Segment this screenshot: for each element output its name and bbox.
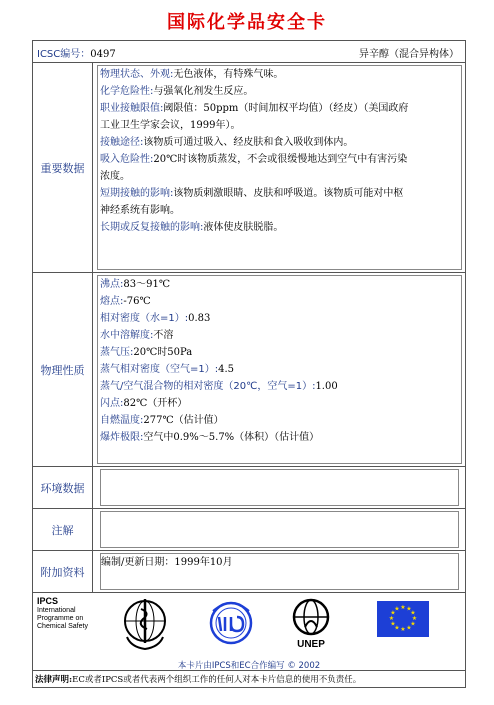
physical-item — [100, 412, 459, 429]
update-date: 编制/更新日期：1999年10月 — [101, 557, 233, 568]
physical-list — [97, 275, 462, 464]
important-label: 重要数据 — [33, 63, 93, 272]
svg-text:★: ★ — [390, 620, 396, 628]
legal-row — [33, 671, 465, 687]
physical-item — [100, 361, 459, 378]
svg-text:★: ★ — [400, 604, 406, 611]
notes-label: 注解 — [33, 509, 93, 550]
physical-value: 4.5 — [218, 364, 235, 375]
physical-key: 闪点: — [100, 398, 124, 409]
physical-item — [100, 395, 459, 412]
physical-item — [100, 344, 459, 361]
physical-key: 水中溶解度: — [100, 330, 154, 341]
notes-box — [100, 511, 459, 548]
eu-flag-icon — [377, 601, 429, 637]
logos-row — [33, 593, 465, 671]
physical-item — [100, 293, 459, 310]
physical-key: 相对密度（水=1）: — [100, 313, 189, 324]
physical-value: 0.83 — [188, 313, 211, 324]
environment-row — [33, 467, 465, 509]
physical-item — [100, 429, 459, 446]
physical-label: 物理性质 — [33, 273, 93, 466]
important-key: 吸入危险性: — [100, 154, 154, 165]
important-key: 物理状态、外观: — [100, 69, 174, 80]
svg-text:★: ★ — [406, 624, 412, 632]
physical-key: 蒸气相对密度（空气=1）: — [100, 364, 219, 375]
ipcs-line1: International — [37, 607, 76, 614]
ipcs-logo — [37, 597, 88, 631]
important-item — [100, 151, 459, 168]
physical-item — [100, 378, 459, 395]
important-item — [100, 83, 459, 100]
important-value: 浓度。 — [100, 171, 130, 182]
important-content — [94, 63, 465, 272]
svg-text:★: ★ — [394, 624, 400, 632]
important-key: 化学危险性: — [100, 86, 154, 97]
svg-text:★: ★ — [410, 620, 416, 628]
legal-label: 法律声明: — [35, 675, 73, 685]
svg-text:★: ★ — [388, 615, 395, 622]
unep-label: UNEP — [297, 639, 325, 650]
card-table — [32, 40, 466, 688]
chemical-name: 异辛醇（混合异构体） — [359, 49, 459, 60]
physical-value: 277℃（估计值） — [143, 415, 224, 426]
who-emblem-icon — [121, 597, 169, 653]
important-value: 与强氧化剂发生反应。 — [153, 86, 254, 97]
svg-text:★: ★ — [390, 609, 396, 617]
physical-key: 沸点: — [100, 279, 124, 290]
important-item — [100, 185, 459, 202]
notes-content — [94, 509, 465, 550]
important-value: 神经系统有影响。 — [100, 205, 180, 216]
physical-content — [94, 273, 465, 466]
environment-box — [100, 469, 459, 506]
physical-key: 熔点: — [100, 296, 124, 307]
important-row — [33, 63, 465, 273]
additional-label: 附加资料 — [33, 551, 93, 592]
physical-value: 20℃时50Pa — [133, 347, 193, 358]
important-value: 该物质可通过吸入、经皮肤和食入吸收到体内。 — [143, 137, 354, 148]
important-key: 长期或反复接触的影响: — [100, 222, 204, 233]
icsc-value: 0497 — [90, 49, 116, 60]
svg-text:★: ★ — [406, 605, 412, 613]
important-key: 接触途径: — [100, 137, 144, 148]
additional-content — [94, 551, 465, 592]
notes-row — [33, 509, 465, 551]
environment-content — [94, 467, 465, 508]
important-value: 20℃时该物质蒸发，不会或很缓慢地达到空气中有害污染 — [153, 154, 408, 165]
physical-item — [100, 276, 459, 293]
legal-text: EC或者IPCS或者代表两个组织工作的任何人对本卡片信息的使用不负责任。 — [72, 675, 362, 685]
important-value: 液体使皮肤脱脂。 — [203, 222, 284, 233]
important-item — [100, 168, 459, 185]
environment-label: 环境数据 — [33, 467, 93, 508]
physical-value: -76℃ — [123, 296, 151, 307]
physical-key: 蒸气压: — [100, 347, 134, 358]
physical-value: 83～91℃ — [123, 279, 171, 290]
important-item — [100, 219, 459, 236]
icsc-number — [37, 45, 116, 60]
important-key: 职业接触限值: — [100, 103, 164, 114]
svg-text:★: ★ — [411, 615, 418, 622]
ilo-emblem-icon — [207, 597, 255, 653]
ipcs-line2: Programme on — [37, 615, 84, 622]
svg-text:★: ★ — [410, 609, 416, 617]
important-item — [100, 117, 459, 134]
important-item — [100, 202, 459, 219]
header-row — [33, 41, 465, 63]
card-title: 国际化学品安全卡 — [167, 12, 327, 33]
important-value: 该物质刺激眼睛、皮肤和呼吸道。该物质可能对中枢 — [173, 188, 404, 199]
physical-value: 1.00 — [315, 381, 338, 392]
icsc-label: ICSC编号： — [37, 49, 91, 60]
physical-key: 自燃温度: — [100, 415, 144, 426]
important-value: 工业卫生学家会议，1999年）。 — [100, 120, 241, 131]
ipcs-title: IPCS — [37, 596, 59, 606]
physical-item — [100, 327, 459, 344]
physical-value: 82℃（开杯） — [123, 398, 188, 409]
important-item — [100, 66, 459, 83]
ipcs-line3: Chemical Safety — [37, 623, 88, 630]
physical-key: 爆炸极限: — [100, 432, 144, 443]
physical-item — [100, 310, 459, 327]
important-item — [100, 134, 459, 151]
physical-row — [33, 273, 465, 467]
important-key: 短期接触的影响: — [100, 188, 174, 199]
important-value: 无色液体，有特殊气味。 — [173, 69, 284, 80]
important-item — [100, 100, 459, 117]
additional-row — [33, 551, 465, 593]
important-list — [97, 65, 462, 270]
physical-value: 空气中0.9%～5.7%（体积）（估计值） — [143, 432, 320, 443]
important-value: 阈限值：50ppm（时间加权平均值）（经皮）（美国政府 — [163, 103, 409, 114]
svg-text:★: ★ — [394, 605, 400, 613]
svg-text:★: ★ — [400, 626, 406, 633]
additional-box — [100, 553, 459, 590]
credit-text: 本卡片由IPCS和EC合作编写 © 2002 — [177, 661, 321, 671]
legal-statement — [35, 673, 361, 685]
unep-emblem-icon — [291, 597, 331, 641]
physical-key: 蒸气/空气混合物的相对密度（20℃，空气=1）: — [100, 381, 316, 392]
physical-value: 不溶 — [153, 330, 174, 341]
